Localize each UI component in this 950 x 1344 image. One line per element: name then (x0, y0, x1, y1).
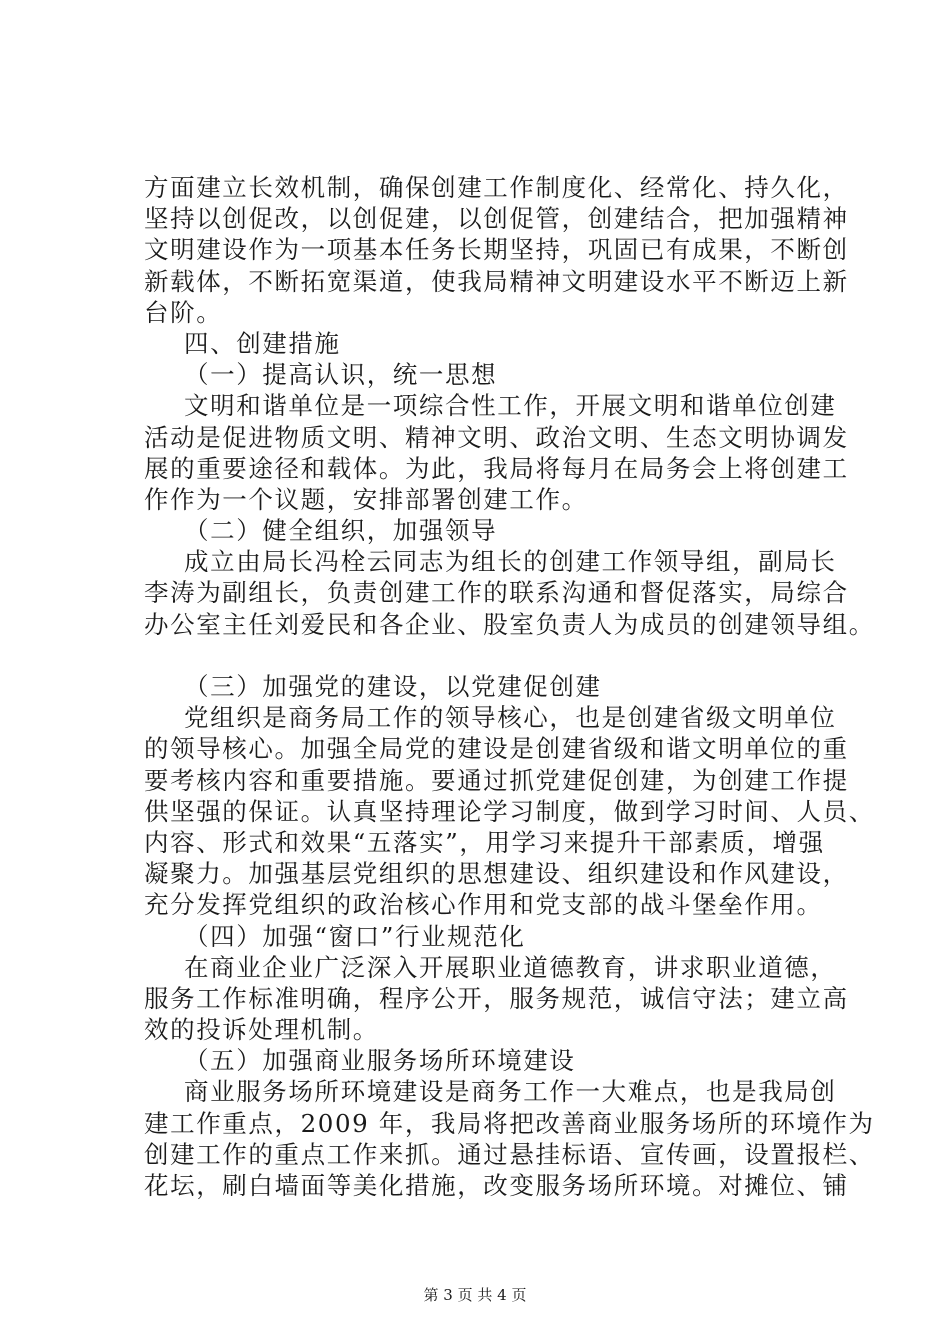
body-line: 服务工作标准明确，程序公开，服务规范，诚信守法；建立高 (144, 983, 849, 1013)
body-line: 创建工作的重点工作来抓。通过悬挂标语、宣传画，设置报栏、 (144, 1139, 875, 1169)
body-line: 要考核内容和重要措施。要通过抓党建促创建，为创建工作提 (144, 765, 849, 795)
body-line: 效的投诉处理机制。 (144, 1015, 379, 1045)
document-body (144, 172, 875, 1201)
subsection-heading: （五）加强商业服务场所环境建设 (184, 1046, 576, 1076)
subsection-heading: （二）健全组织，加强领导 (184, 516, 498, 546)
body-line: 台阶。 (144, 297, 223, 327)
body-line: 新载体，不断拓宽渠道，使我局精神文明建设水平不断迈上新 (144, 266, 849, 296)
body-line: 作作为一个议题，安排部署创建工作。 (144, 484, 588, 514)
blank-line (144, 640, 834, 671)
body-line: 内容、形式和效果“五落实”，用学习来提升干部素质，增强 (144, 827, 825, 857)
body-line: 文明建设作为一项基本任务长期坚持，巩固已有成果，不断创 (144, 235, 849, 265)
subsection-heading: （一）提高认识，统一思想 (184, 360, 498, 390)
body-line: 充分发挥党组织的政治核心作用和党支部的战斗堡垒作用。 (144, 890, 823, 920)
page-number-footer: 第 3 页 共 4 页 (423, 1286, 527, 1304)
body-line: 办公室主任刘爱民和各企业、股室负责人为成员的创建领导组。 (144, 609, 875, 639)
paragraph-first-line: 在商业企业广泛深入开展职业道德教育，讲求职业道德， (184, 952, 837, 982)
body-line: 凝聚力。加强基层党组织的思想建设、组织建设和作风建设， (144, 859, 849, 889)
subsection-heading: （四）加强“窗口”行业规范化 (184, 921, 526, 951)
body-line: 方面建立长效机制，确保创建工作制度化、经常化、持久化， (144, 173, 849, 202)
body-line: 李涛为副组长，负责创建工作的联系沟通和督促落实，局综合 (144, 578, 849, 608)
paragraph-first-line: 党组织是商务局工作的领导核心，也是创建省级文明单位 (184, 703, 837, 733)
body-line: 供坚强的保证。认真坚持理论学习制度，做到学习时间、人员、 (144, 796, 875, 826)
body-line: 建工作重点，2009 年，我局将把改善商业服务场所的环境作为 (144, 1108, 875, 1138)
section-heading: 四、创建措施 (184, 328, 341, 358)
body-line: 活动是促进物质文明、精神文明、政治文明、生态文明协调发 (144, 422, 849, 452)
paragraph-first-line: 文明和谐单位是一项综合性工作，开展文明和谐单位创建 (184, 391, 837, 421)
paragraph-first-line: 成立由局长冯栓云同志为组长的创建工作领导组，副局长 (184, 547, 837, 577)
body-line: 的领导核心。加强全局党的建设是创建省级和谐文明单位的重 (144, 734, 849, 764)
subsection-heading: （三）加强党的建设，以党建促创建 (184, 672, 602, 701)
body-line: 花坛，刷白墙面等美化措施，改变服务场所环境。对摊位、铺 (144, 1171, 849, 1200)
body-line: 坚持以创促改，以创促建，以创促管，创建结合，把加强精神 (144, 204, 849, 234)
body-line: 展的重要途径和载体。为此，我局将每月在局务会上将创建工 (144, 453, 849, 483)
paragraph-first-line: 商业服务场所环境建设是商务工作一大难点，也是我局创 (184, 1077, 837, 1107)
